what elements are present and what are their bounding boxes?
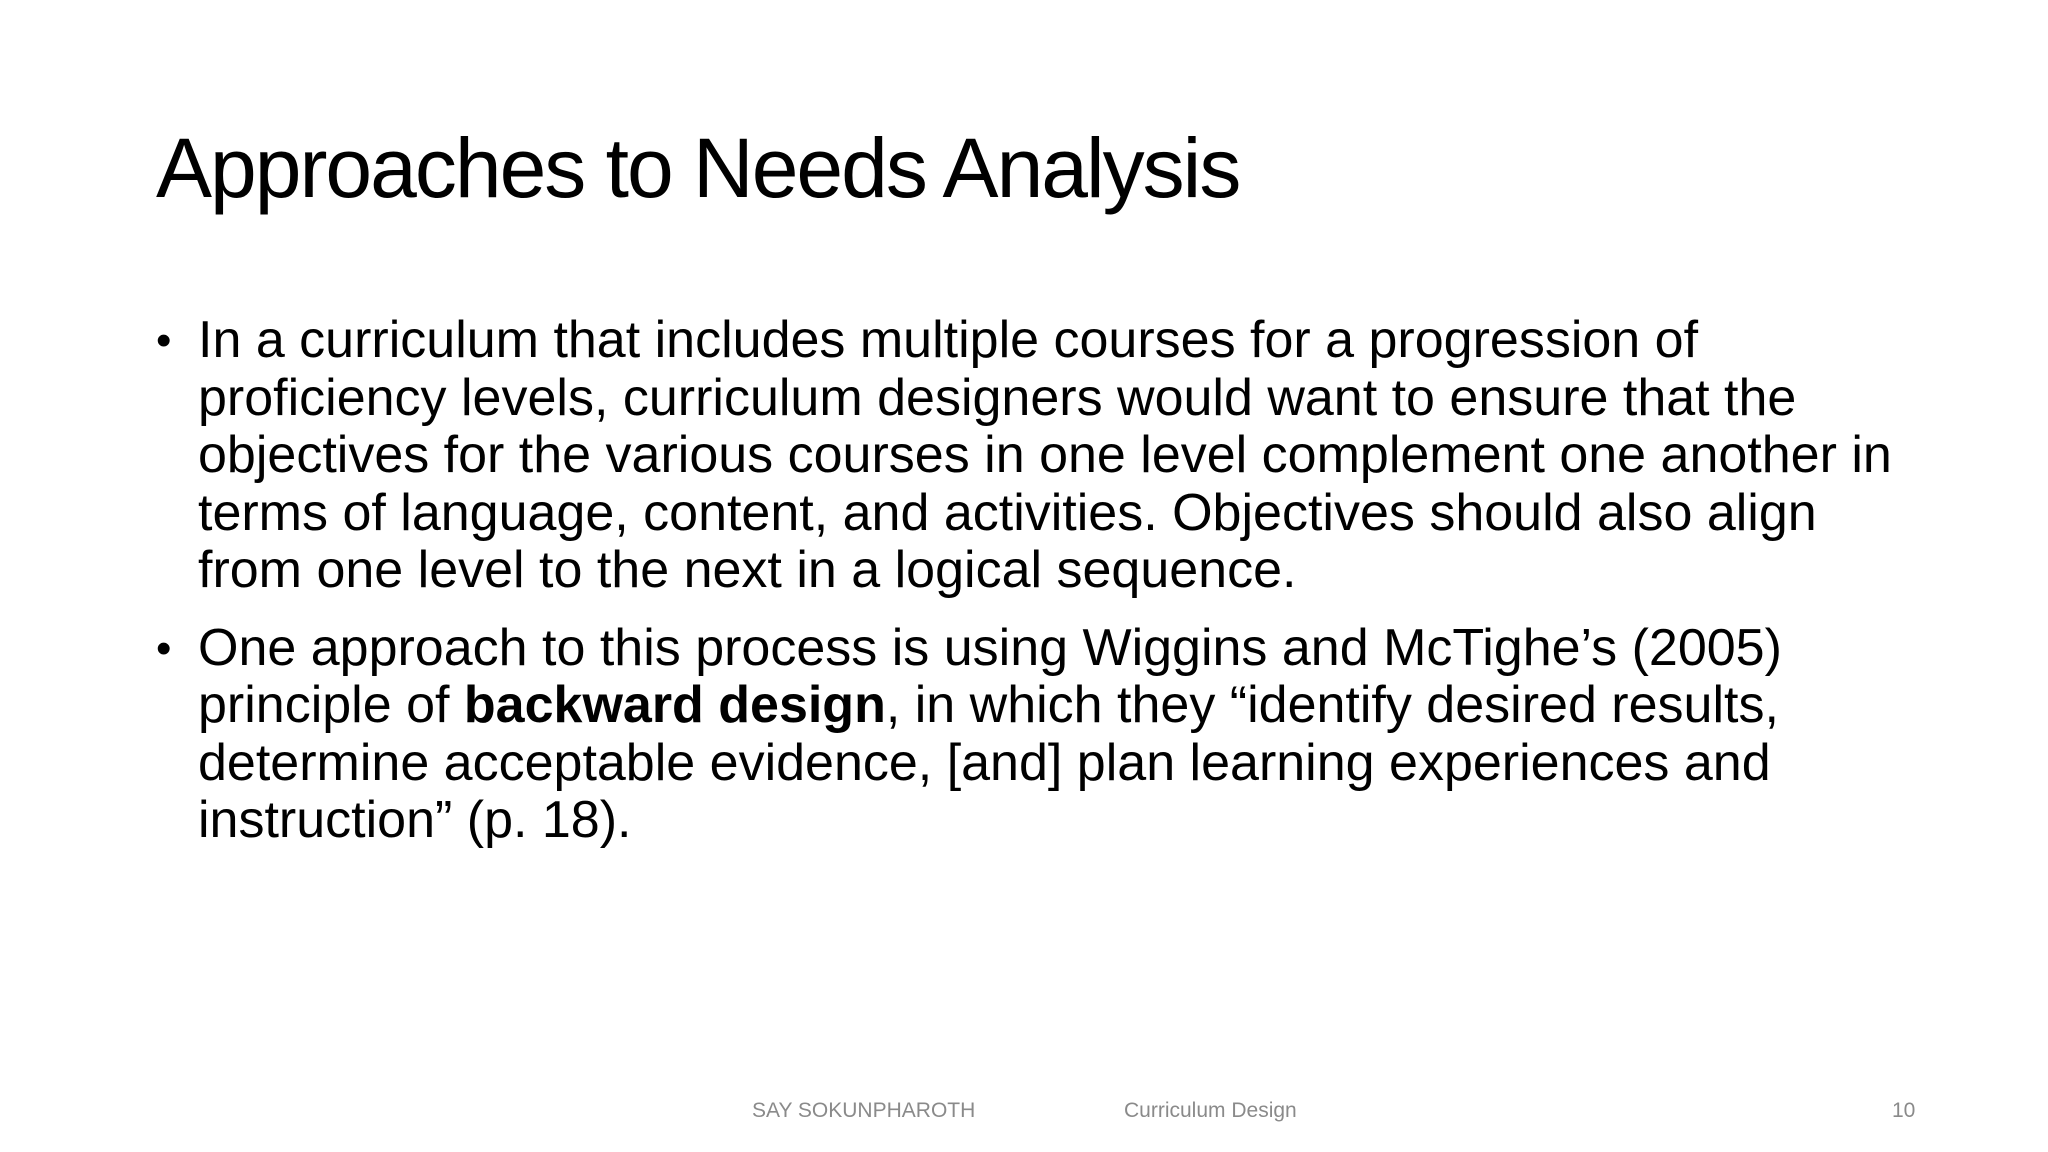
bullet-dot-icon: •	[156, 316, 172, 365]
footer-page-number: 10	[1892, 1099, 1916, 1122]
bullet-dot-icon: •	[156, 623, 172, 673]
footer-author: SAY SOKUNPHAROTH	[752, 1099, 976, 1122]
footer-course: Curriculum Design	[1124, 1099, 1297, 1122]
bullet-list	[156, 312, 1916, 870]
bullet-item	[156, 312, 1916, 600]
bullet-text-after: , in which they “identify desired results, determine acceptable evidence, [and] plan learning experiences and instruction” (p. 18).	[198, 676, 1779, 849]
bullet-text	[198, 619, 1782, 850]
slide-title: Approaches to Needs Analysis	[156, 121, 1240, 215]
bullet-item	[156, 620, 1916, 850]
bullet-text: In a curriculum that includes multiple courses for a progression of proficiency levels, curriculum designers would want to ensure that the objectives for the various courses in one level complement one another in terms of language, content, and activities. Objectives should also align from one level to the next in a logical sequence.	[198, 311, 1892, 599]
bullet-text-before: One approach to this process is using Wiggins and McTighe’s (2005) principle of	[198, 618, 1782, 734]
bullet-text-bold: backward design	[463, 676, 886, 734]
